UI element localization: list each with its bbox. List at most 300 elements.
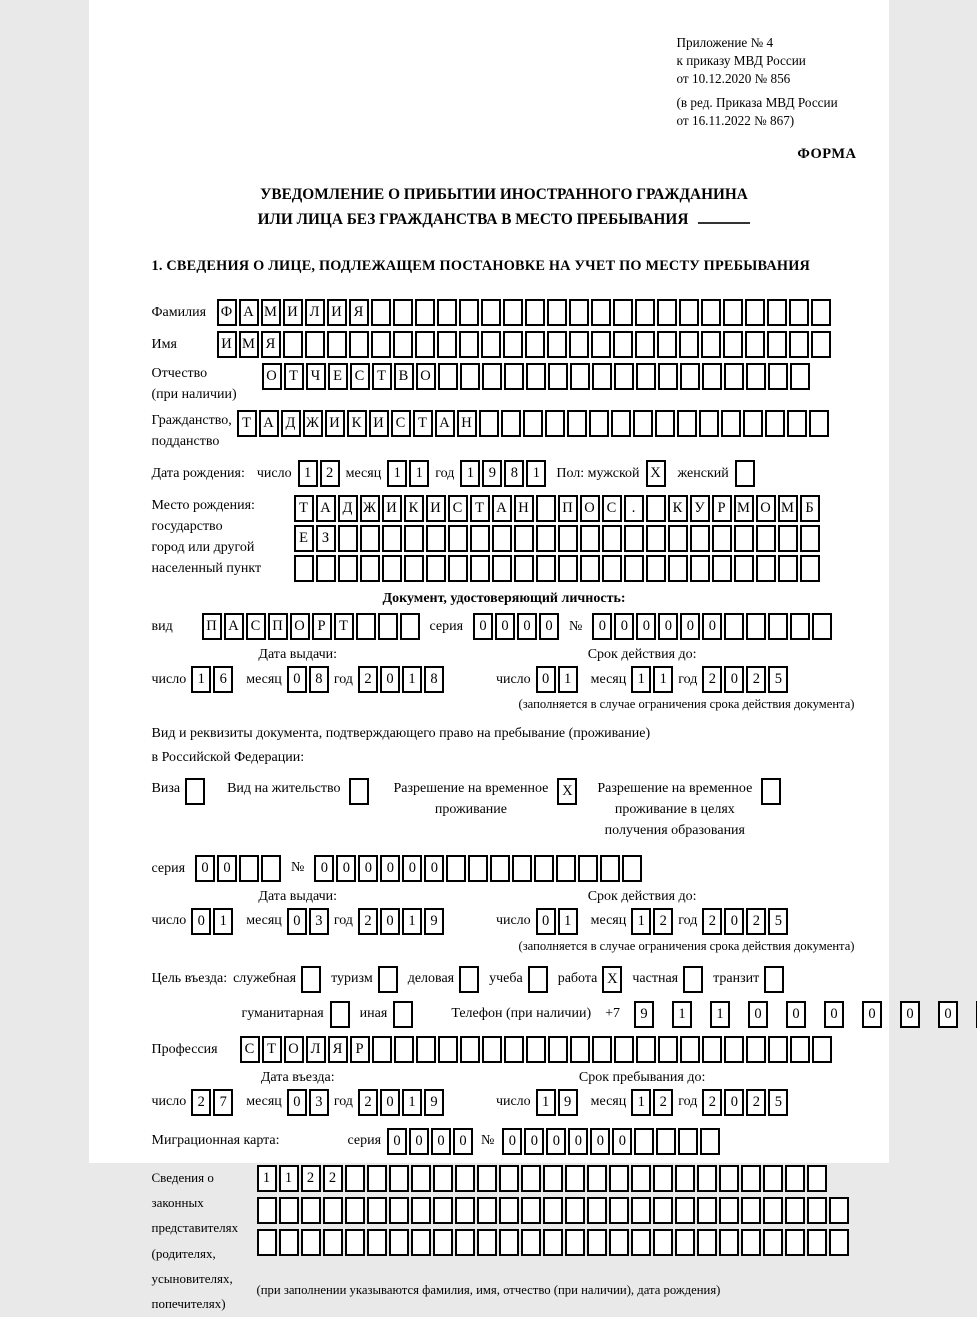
- form-cell: 1: [558, 908, 578, 935]
- form-cell: [481, 331, 501, 358]
- form-cell: [763, 1165, 783, 1192]
- form-cell: [360, 525, 380, 552]
- form-cell: [646, 555, 666, 582]
- form-cell: [558, 555, 578, 582]
- birth-place-cells-row3: [294, 555, 820, 582]
- form-cell: 0: [358, 855, 378, 882]
- form-cell: [690, 555, 710, 582]
- form-cell: Т: [237, 410, 257, 437]
- surname-label: Фамилия: [151, 305, 207, 320]
- temp-residence-checkbox: X: [557, 778, 577, 805]
- form-cell: [525, 299, 545, 326]
- form-cell: [499, 1165, 519, 1192]
- form-cell: А: [259, 410, 279, 437]
- form-cell: [294, 555, 314, 582]
- form-cell: [657, 299, 677, 326]
- form-cell: [481, 299, 501, 326]
- form-cell: [587, 1197, 607, 1224]
- form-title: [152, 183, 857, 232]
- appendix-line: от 10.12.2020 № 856: [676, 70, 791, 86]
- form-cell: [767, 331, 787, 358]
- purpose-option-label: гуманитарная: [241, 1006, 324, 1022]
- form-cell: [438, 1036, 458, 1063]
- day-label: число: [495, 913, 531, 929]
- identity-expiry-group: [496, 647, 788, 693]
- form-cell: [565, 1165, 585, 1192]
- form-cell: М: [778, 495, 798, 522]
- form-cell: [631, 1197, 651, 1224]
- issue-date-heading: Дата выдачи:: [258, 888, 338, 904]
- form-cell: [631, 1229, 651, 1256]
- form-cell: [589, 410, 609, 437]
- form-cell: [675, 1197, 695, 1224]
- form-cell: [675, 1229, 695, 1256]
- representatives-note: (при заполнении указываются фамилия, имя, отчество (при наличии), дата рождения): [256, 1282, 721, 1297]
- doc-kind-label: вид: [151, 619, 173, 634]
- form-cell: [690, 525, 710, 552]
- form-cell: [768, 1036, 788, 1063]
- visa-option: [152, 778, 206, 805]
- purpose-inaya-checkbox: [393, 1001, 413, 1028]
- form-cell: Т: [413, 410, 433, 437]
- form-cell: [301, 1197, 321, 1224]
- birth-month-cells: [387, 460, 429, 487]
- form-cell: 0: [539, 613, 559, 640]
- form-cell: 0: [524, 1128, 544, 1155]
- sex-female-label: женский: [677, 465, 729, 481]
- form-cell: [580, 555, 600, 582]
- expiry-date-heading: Срок действия до:: [587, 647, 697, 662]
- form-cell: [305, 331, 325, 358]
- migration-card-label: Миграционная карта:: [151, 1133, 280, 1149]
- form-cell: [609, 1165, 629, 1192]
- form-cell: [719, 1197, 739, 1224]
- form-cell: К: [668, 495, 688, 522]
- form-cell: [679, 331, 699, 358]
- representatives-label: Сведения о законных представителях (родителях, усыновителях, попечителях): [151, 1169, 239, 1312]
- form-cell: Д: [281, 410, 301, 437]
- form-cell: Т: [470, 495, 490, 522]
- expiry-year-cells: [702, 666, 788, 693]
- profession-cells: [240, 1036, 832, 1063]
- form-cell: К: [404, 495, 424, 522]
- purpose-option-label: иная: [359, 1006, 388, 1022]
- form-cell: [613, 299, 633, 326]
- form-cell: [697, 1165, 717, 1192]
- residence-permit-option: [227, 778, 369, 805]
- form-cell: 2: [323, 1165, 343, 1192]
- temp-residence-edu-option: [597, 778, 781, 841]
- purpose-option-label: учеба: [489, 971, 523, 987]
- form-cell: [636, 1036, 656, 1063]
- form-cell: 9: [424, 1089, 444, 1116]
- form-cell: Т: [372, 363, 392, 390]
- form-cell: И: [327, 299, 347, 326]
- form-cell: [763, 1229, 783, 1256]
- expiry-date-heading: Срок действия до:: [587, 888, 697, 904]
- form-cell: 0: [336, 855, 356, 882]
- first-name-cells: [217, 331, 831, 358]
- form-cell: [415, 331, 435, 358]
- form-cell: 0: [424, 855, 444, 882]
- form-cell: [591, 331, 611, 358]
- form-cell: [702, 1036, 722, 1063]
- form-cell: 2: [746, 908, 766, 935]
- form-cell: 0: [938, 1001, 958, 1028]
- form-cell: Б: [800, 495, 820, 522]
- form-cell: [657, 331, 677, 358]
- form-cell: [778, 525, 798, 552]
- residence-series-cells: [195, 855, 281, 882]
- form-cell: [614, 363, 634, 390]
- entry-dates-row: [152, 1070, 857, 1116]
- form-cell: [636, 363, 656, 390]
- form-cell: [658, 363, 678, 390]
- form-page: [89, 0, 952, 1312]
- form-cell: [448, 555, 468, 582]
- form-cell: 1: [536, 1089, 556, 1116]
- form-cell: [746, 1036, 766, 1063]
- form-cell: И: [217, 331, 237, 358]
- form-cell: [829, 1197, 849, 1224]
- residence-expiry-group: [496, 889, 788, 935]
- month-label: месяц: [246, 913, 282, 929]
- form-cell: [646, 525, 666, 552]
- form-cell: [415, 299, 435, 326]
- identity-doc-row: [152, 613, 857, 640]
- form-cell: [316, 555, 336, 582]
- form-cell: 0: [217, 855, 237, 882]
- form-cell: С: [602, 495, 622, 522]
- form-cell: [741, 1165, 761, 1192]
- form-cell: [504, 1036, 524, 1063]
- form-cell: 2: [746, 666, 766, 693]
- form-cell: Р: [712, 495, 732, 522]
- purpose-label: Цель въезда:: [151, 971, 228, 987]
- form-cell: [809, 410, 829, 437]
- form-cell: [257, 1197, 277, 1224]
- month-label: месяц: [246, 671, 282, 687]
- patronymic-cells: [262, 363, 810, 390]
- year-label: год: [333, 671, 353, 687]
- form-cell: [712, 555, 732, 582]
- form-cell: 1: [526, 460, 546, 487]
- identity-doc-heading: Документ, удостоверяющий личность:: [382, 591, 626, 606]
- expiry-note: (заполняется в случае ограничения срока действия документа): [518, 938, 855, 953]
- form-cell: [400, 613, 420, 640]
- issue-day-cells: [191, 908, 233, 935]
- form-cell: Н: [514, 495, 534, 522]
- purpose-option-label: транзит: [713, 971, 760, 987]
- form-cell: [653, 1165, 673, 1192]
- form-cell: 0: [287, 1089, 307, 1116]
- citizenship-row: [152, 410, 857, 452]
- form-cell: [789, 299, 809, 326]
- form-cell: Ф: [217, 299, 237, 326]
- form-cell: [327, 331, 347, 358]
- form-cell: [697, 1197, 717, 1224]
- day-label: число: [495, 1094, 531, 1110]
- citizenship-cells: [237, 410, 829, 437]
- form-cell: 3: [309, 1089, 329, 1116]
- form-cell: 0: [568, 1128, 588, 1155]
- form-cell: [514, 525, 534, 552]
- form-cell: [338, 525, 358, 552]
- form-cell: [482, 1036, 502, 1063]
- form-cell: 2: [301, 1165, 321, 1192]
- form-cell: [719, 1165, 739, 1192]
- form-cell: [724, 613, 744, 640]
- section1-heading: 1. СВЕДЕНИЯ О ЛИЦЕ, ПОДЛЕЖАЩЕМ ПОСТАНОВКЕ НА УЧЕТ ПО МЕСТУ ПРЕБЫВАНИЯ: [151, 258, 811, 274]
- form-cell: 8: [504, 460, 524, 487]
- form-cell: П: [202, 613, 222, 640]
- form-cell: 0: [786, 1001, 806, 1028]
- birth-year-cells: [460, 460, 546, 487]
- form-cell: [633, 410, 653, 437]
- form-cell: [602, 525, 622, 552]
- form-cell: [499, 1229, 519, 1256]
- form-cell: С: [350, 363, 370, 390]
- form-cell: [558, 525, 578, 552]
- form-cell: [790, 363, 810, 390]
- form-cell: [756, 525, 776, 552]
- form-cell: В: [394, 363, 414, 390]
- form-cell: 8: [424, 666, 444, 693]
- form-cell: [239, 855, 259, 882]
- doc-number-label: №: [569, 618, 583, 634]
- form-cell: [548, 363, 568, 390]
- month-label: месяц: [590, 1094, 627, 1110]
- form-cell: [811, 299, 831, 326]
- form-cell: [378, 613, 398, 640]
- form-cell: Т: [294, 495, 314, 522]
- form-cell: [437, 331, 457, 358]
- form-cell: [437, 299, 457, 326]
- form-cell: [433, 1165, 453, 1192]
- form-cell: С: [240, 1036, 260, 1063]
- form-cell: [699, 410, 719, 437]
- appendix-line: Приложение № 4: [676, 35, 774, 50]
- profession-row: [152, 1036, 857, 1063]
- form-cell: [675, 1165, 695, 1192]
- form-cell: Н: [457, 410, 477, 437]
- form-cell: [655, 410, 675, 437]
- form-cell: [785, 1165, 805, 1192]
- residence-number-label: №: [291, 860, 305, 876]
- residence-number-cells: [314, 855, 642, 882]
- form-cell: Л: [305, 299, 325, 326]
- form-cell: 0: [614, 613, 634, 640]
- form-cell: [634, 1128, 654, 1155]
- form-cell: [394, 1036, 414, 1063]
- visa-checkbox: [185, 778, 205, 805]
- year-label: год: [333, 1094, 353, 1110]
- form-cell: [592, 363, 612, 390]
- form-cell: [279, 1229, 299, 1256]
- form-cell: 9: [482, 460, 502, 487]
- form-cell: [459, 331, 479, 358]
- form-cell: [741, 1197, 761, 1224]
- representatives-cells-row2: [257, 1197, 849, 1224]
- form-cell: [536, 495, 556, 522]
- form-cell: [767, 299, 787, 326]
- day-label: число: [151, 671, 187, 687]
- form-cell: 0: [314, 855, 334, 882]
- form-cell: 2: [653, 1089, 673, 1116]
- form-cell: [477, 1197, 497, 1224]
- form-cell: 0: [658, 613, 678, 640]
- form-cell: [812, 1036, 832, 1063]
- form-cell: [448, 525, 468, 552]
- form-cell: [433, 1197, 453, 1224]
- migration-series-cells: [387, 1128, 473, 1155]
- purpose-rabota-checkbox: X: [602, 966, 622, 993]
- form-cell: [536, 525, 556, 552]
- sex-male-label: Пол: мужской: [556, 465, 640, 481]
- form-cell: А: [224, 613, 244, 640]
- year-label: год: [678, 913, 698, 929]
- form-cell: [609, 1229, 629, 1256]
- form-cell: 1: [558, 666, 578, 693]
- stay-until-heading: Срок пребывания до:: [578, 1069, 706, 1085]
- form-cell: Я: [261, 331, 281, 358]
- purpose-option-label: туризм: [331, 971, 373, 987]
- form-cell: [592, 1036, 612, 1063]
- first-name-label: Имя: [151, 337, 177, 352]
- form-cell: 0: [724, 908, 744, 935]
- form-cell: 1: [402, 1089, 422, 1116]
- phone-cells: [628, 1001, 977, 1028]
- stay-day-cells: [536, 1089, 578, 1116]
- form-cell: [734, 525, 754, 552]
- issue-year-cells: [358, 666, 444, 693]
- appendix-line: к приказу МВД России: [676, 52, 806, 68]
- temp-residence-edu-checkbox: [761, 778, 781, 805]
- form-cell: [389, 1165, 409, 1192]
- form-cell: [499, 1197, 519, 1224]
- form-cell: [345, 1165, 365, 1192]
- form-cell: М: [239, 331, 259, 358]
- form-cell: С: [448, 495, 468, 522]
- form-cell: [700, 1128, 720, 1155]
- form-cell: 1: [631, 666, 651, 693]
- birth-date-row: [152, 460, 857, 487]
- form-cell: [807, 1229, 827, 1256]
- entry-date-group: [152, 1070, 444, 1116]
- form-cell: [756, 555, 776, 582]
- stay-month-cells: [631, 1089, 673, 1116]
- form-cell: [580, 525, 600, 552]
- form-cell: [301, 1229, 321, 1256]
- residence-permit-checkbox: [349, 778, 369, 805]
- identity-issue-group: [152, 647, 444, 693]
- form-cell: [547, 331, 567, 358]
- temp-residence-label: Разрешение на временное проживание: [393, 780, 549, 817]
- form-cell: 0: [748, 1001, 768, 1028]
- title-blank-line: [698, 222, 750, 224]
- form-cell: 0: [636, 613, 656, 640]
- form-cell: [345, 1197, 365, 1224]
- form-cell: [521, 1229, 541, 1256]
- form-cell: [678, 1128, 698, 1155]
- form-cell: [356, 613, 376, 640]
- form-cell: [393, 299, 413, 326]
- form-cell: [600, 855, 620, 882]
- form-cell: 2: [358, 666, 378, 693]
- form-cell: 0: [612, 1128, 632, 1155]
- form-cell: Е: [328, 363, 348, 390]
- month-label: месяц: [246, 1094, 282, 1110]
- form-cell: [812, 613, 832, 640]
- form-cell: [556, 855, 576, 882]
- form-cell: О: [262, 363, 282, 390]
- form-cell: 0: [590, 1128, 610, 1155]
- form-cell: [389, 1197, 409, 1224]
- migration-card-row: [152, 1128, 857, 1155]
- form-cell: 2: [653, 908, 673, 935]
- form-cell: [470, 525, 490, 552]
- form-cell: [587, 1165, 607, 1192]
- month-label: месяц: [590, 671, 627, 687]
- form-title-line1: УВЕДОМЛЕНИЕ О ПРИБЫТИИ ИНОСТРАННОГО ГРАЖДАНИНА: [260, 186, 748, 204]
- form-cell: 9: [634, 1001, 654, 1028]
- form-cell: 0: [431, 1128, 451, 1155]
- form-cell: [765, 410, 785, 437]
- form-cell: 0: [517, 613, 537, 640]
- form-cell: [371, 299, 391, 326]
- purpose-option-label: частная: [632, 971, 679, 987]
- form-cell: Л: [306, 1036, 326, 1063]
- form-cell: И: [325, 410, 345, 437]
- form-cell: [741, 1229, 761, 1256]
- form-cell: [512, 855, 532, 882]
- form-cell: [743, 410, 763, 437]
- surname-row: [152, 299, 857, 326]
- form-cell: У: [690, 495, 710, 522]
- form-cell: [460, 363, 480, 390]
- expiry-day-cells: [536, 666, 578, 693]
- form-cell: О: [284, 1036, 304, 1063]
- temp-residence-option: [393, 778, 577, 820]
- migration-number-label: №: [481, 1133, 495, 1149]
- form-cell: 0: [680, 613, 700, 640]
- citizenship-label: Гражданство, подданство: [151, 413, 232, 449]
- surname-cells: [217, 299, 831, 326]
- form-cell: [349, 331, 369, 358]
- form-cell: 2: [191, 1089, 211, 1116]
- form-cell: [569, 331, 589, 358]
- form-cell: [624, 525, 644, 552]
- form-cell: 0: [387, 1128, 407, 1155]
- form-cell: [367, 1229, 387, 1256]
- form-cell: [545, 410, 565, 437]
- form-cell: [470, 555, 490, 582]
- form-cell: [680, 1036, 700, 1063]
- form-cell: [578, 855, 598, 882]
- purpose-option-label: работа: [557, 971, 598, 987]
- form-cell: 0: [724, 1089, 744, 1116]
- form-cell: 0: [380, 855, 400, 882]
- form-cell: [446, 855, 466, 882]
- form-cell: 6: [213, 666, 233, 693]
- form-cell: 1: [631, 908, 651, 935]
- purpose-ucheba-checkbox: [528, 966, 548, 993]
- form-cell: 5: [768, 666, 788, 693]
- form-cell: И: [369, 410, 389, 437]
- form-cell: Ж: [303, 410, 323, 437]
- form-cell: [679, 299, 699, 326]
- appendix-block: [677, 34, 857, 130]
